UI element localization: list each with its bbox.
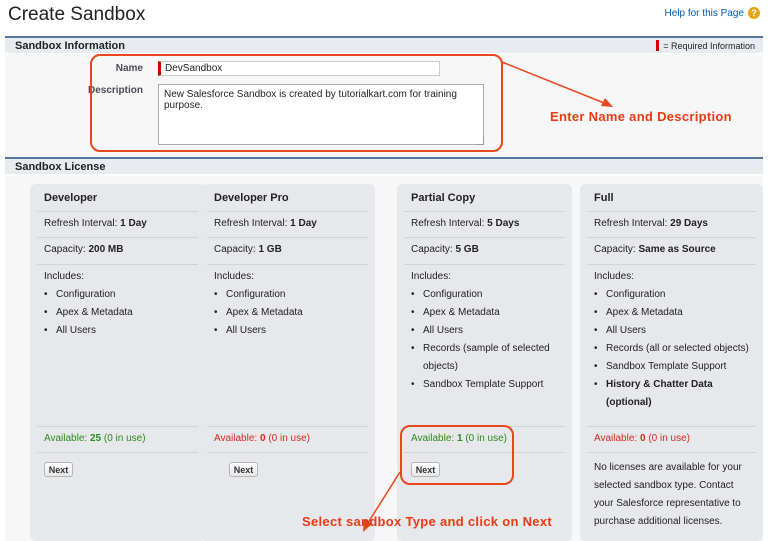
card-title: Full	[594, 192, 614, 204]
list-item: • Configuration	[594, 289, 666, 300]
available-count: Available: 0 (0 in use)	[594, 433, 690, 444]
next-button-partial-copy[interactable]: Next	[411, 462, 440, 477]
list-item: • Configuration	[214, 289, 286, 300]
includes-list	[44, 286, 199, 340]
list-item: • Apex & Metadata	[594, 307, 683, 318]
annotation-box-partial-copy	[400, 425, 514, 485]
sandbox-license-header	[5, 157, 763, 174]
list-item: • All Users	[411, 325, 464, 336]
capacity: Capacity: 200 MB	[44, 244, 124, 255]
page-title: Create Sandbox	[8, 4, 146, 25]
capacity: Capacity: 1 GB	[214, 244, 282, 255]
refresh-interval: Refresh Interval: 29 Days	[594, 218, 708, 229]
license-card-developer	[30, 184, 205, 541]
refresh-interval: Refresh Interval: 1 Day	[44, 218, 147, 229]
card-title: Developer Pro	[214, 192, 289, 204]
description-field[interactable]: New Salesforce Sandbox is created by tutorialkart.com for training purpose.	[158, 84, 484, 145]
list-item: • Sandbox Template Support	[594, 361, 727, 372]
name-label: Name	[115, 63, 143, 74]
list-item: • Records (all or selected objects)	[594, 343, 749, 354]
required-marker-icon	[656, 40, 659, 51]
list-item: • Apex & Metadata	[214, 307, 303, 318]
no-license-message: No licenses are available for your selected sandbox type. Contact your Salesforce representative to purchase additional licenses.	[594, 462, 742, 527]
refresh-interval: Refresh Interval: 1 Day	[214, 218, 317, 229]
includes-label: Includes:	[214, 271, 255, 282]
list-item: • Apex & Metadata	[411, 307, 500, 318]
list-item: • Sandbox Template Support	[411, 379, 544, 390]
list-item: • Configuration	[44, 289, 116, 300]
question-icon[interactable]: ?	[748, 7, 760, 19]
annotation-arrow-icon	[360, 470, 410, 540]
annotation-arrow-icon	[500, 60, 620, 110]
license-card-developer-pro	[200, 184, 375, 541]
list-item: • Configuration	[411, 289, 483, 300]
required-legend	[656, 40, 755, 51]
annotation-text-select-type: Select sandbox Type and click on Next	[302, 514, 552, 529]
capacity: Capacity: Same as Source	[594, 244, 716, 255]
includes-label: Includes:	[411, 271, 452, 282]
list-item: • All Users	[594, 325, 647, 336]
next-button-developer[interactable]: Next	[44, 462, 73, 477]
list-item: • All Users	[44, 325, 97, 336]
section-title-information: Sandbox Information	[15, 39, 125, 52]
list-item: • Apex & Metadata	[44, 307, 133, 318]
available-count: Available: 0 (0 in use)	[214, 433, 310, 444]
required-legend-text: = Required Information	[663, 40, 755, 51]
description-label: Description	[87, 85, 143, 96]
sandbox-information-header	[5, 36, 763, 53]
available-count: Available: 25 (0 in use)	[44, 433, 146, 444]
annotation-text-name-description: Enter Name and Description	[550, 109, 732, 124]
help-link[interactable]	[665, 7, 761, 19]
capacity: Capacity: 5 GB	[411, 244, 479, 255]
includes-list	[594, 286, 754, 412]
card-title: Developer	[44, 192, 98, 204]
list-item: • History & Chatter Data (optional)	[594, 379, 713, 408]
includes-list	[214, 286, 369, 340]
help-label[interactable]: Help for this Page	[664, 7, 744, 19]
card-title: Partial Copy	[411, 192, 476, 204]
annotation-box-name-description	[90, 54, 503, 152]
list-item: • Records (sample of selected objects)	[411, 343, 550, 372]
section-title-license: Sandbox License	[15, 160, 106, 173]
available-count: Available: 1 (0 in use)	[411, 433, 507, 444]
refresh-interval: Refresh Interval: 5 Days	[411, 218, 520, 229]
includes-label: Includes:	[44, 271, 85, 282]
includes-label: Includes:	[594, 271, 635, 282]
list-item: • All Users	[214, 325, 267, 336]
includes-list	[411, 286, 566, 394]
next-button-developer-pro[interactable]: Next	[229, 462, 258, 477]
